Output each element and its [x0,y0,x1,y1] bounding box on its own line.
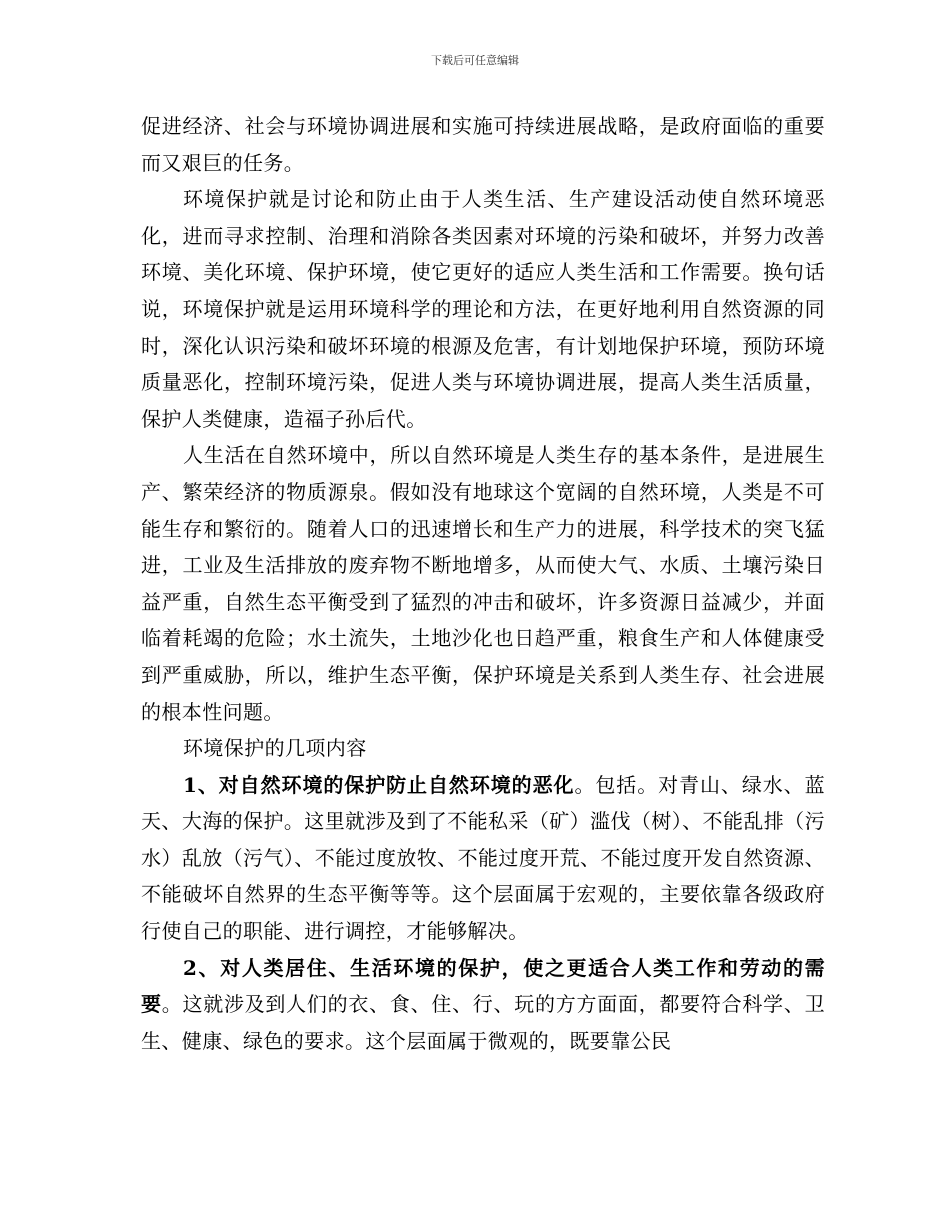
item-1-heading: 1、对自然环境的保护防止自然环境的恶化 [183,772,575,797]
page-header: 下载后可任意编辑 [431,54,519,67]
paragraph-text: 人生活在自然环境中，所以自然环境是人类生存的基本条件，是进展生产、繁荣经济的物质源泉。假如没有地球这个宽阔的自然环境，人类是不可能生存和繁衍的。随着人口的迅速增长和生产力的进展，科学技术的突飞猛进，工业及生活排放的废弃物不断地增多，从而使大气、水质、土壤污染日益严重，自然生态平衡受到了猛烈的冲击和破坏，许多资源日益减少，并面临着耗竭的危险；水土流失，土地沙化也日趋严重，粮食生产和人体健康受到严重威胁，所以，维护生态平衡，保护环境是关系到人类生存、社会进展的根本性问题。 [141,443,825,724]
item-1-text: 。包括。对青山、绿水、蓝天、大海的保护。这里就涉及到了不能私采（矿）滥伐（树）、不能乱排（污水）乱放（污气）、不能过度放牧、不能过度开荒、不能过度开发自然资源、不能破坏自然界的生态平衡等等。这个层面属于宏观的，主要依靠各级政府行使自己的职能、进行调控，才能够解决。 [141,772,825,944]
paragraph-intro [141,108,825,181]
section-heading-text: 环境保护的几项内容 [183,736,367,761]
item-2-heading: 2、对人类居住、生活环境的保护，使之更适合人类工作和劳动的需要 [141,955,825,1017]
paragraph-definition [141,181,825,437]
item-2-text: 。这就涉及到人们的衣、食、住、行、玩的方方面面，都要符合科学、卫生、健康、绿色的要求。这个层面属于微观的，既要靠公民 [141,992,825,1053]
paragraph-text: 环境保护就是讨论和防止由于人类生活、生产建设活动使自然环境恶化，进而寻求控制、治理和消除各类因素对环境的污染和破坏，并努力改善环境、美化环境、保护环境，使它更好的适应人类生活和工作需要。换句话说，环境保护就是运用环境科学的理论和方法，在更好地利用自然资源的同时，深化认识污染和破坏环境的根源及危害，有计划地保护环境，预防环境质量恶化，控制环境污染，促进人类与环境协调进展，提高人类生活质量，保护人类健康，造福子孙后代。 [141,187,825,431]
document-body [141,108,825,1059]
section-heading [141,730,825,767]
paragraph-importance [141,437,825,730]
paragraph-item-1 [141,767,825,950]
paragraph-text: 促进经济、社会与环境协调进展和实施可持续进展战略，是政府面临的重要而又艰巨的任务。 [141,114,825,175]
paragraph-item-2 [141,950,825,1060]
